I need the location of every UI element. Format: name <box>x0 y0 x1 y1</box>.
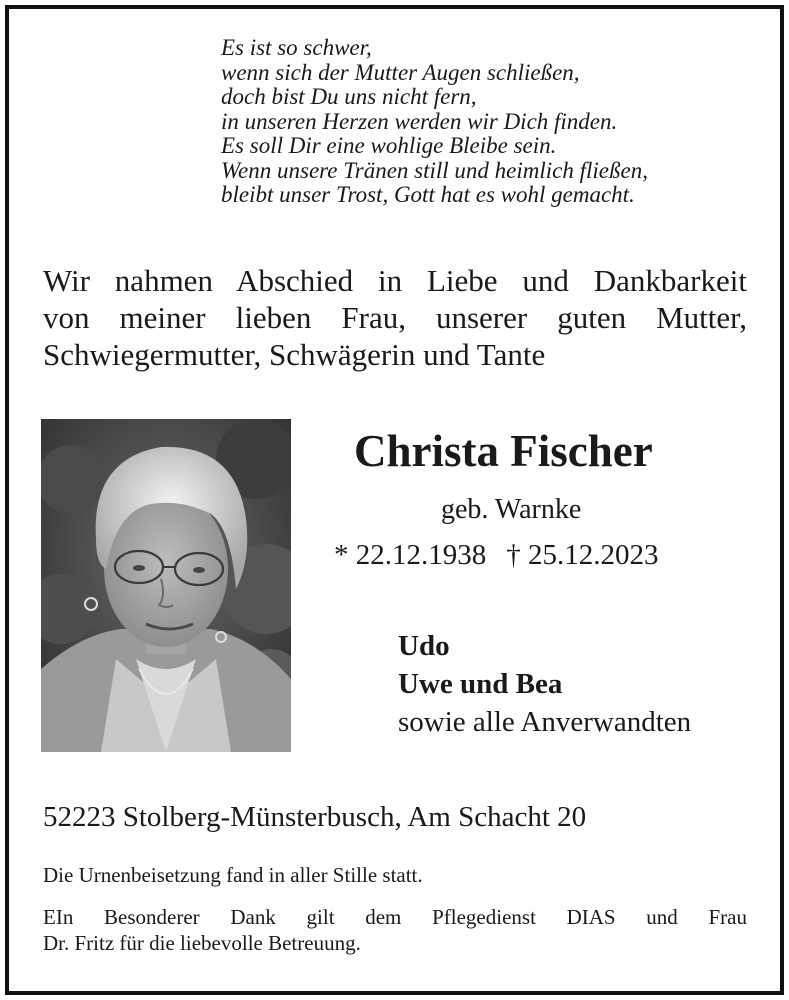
poem <box>221 36 648 208</box>
death-date: † 25.12.2023 <box>506 539 659 571</box>
mourner-relatives: sowie alle Anverwandten <box>398 706 692 738</box>
poem-line: wenn sich der Mutter Augen schließen, <box>221 59 580 85</box>
thanks-line: Dr. Fritz für die liebevolle Betreuung. <box>43 931 361 955</box>
portrait-photo <box>41 419 291 752</box>
poem-line: doch bist Du uns nicht fern, <box>221 84 477 109</box>
mourner-name: Udo <box>398 630 450 662</box>
poem-line: Es ist so schwer, <box>221 35 372 60</box>
farewell-line: von meiner lieben Frau, unserer guten Mutter, <box>43 300 747 335</box>
poem-line: in unseren Herzen werden wir Dich finden. <box>221 108 618 134</box>
mourners <box>398 627 691 741</box>
mourner-name: Uwe und Bea <box>398 668 563 700</box>
farewell-line: Schwiegermutter, Schwägerin und Tante <box>43 337 546 372</box>
farewell-line: Wir nahmen Abschied in Liebe und Dankbarkeit <box>43 263 747 298</box>
thanks-line: EIn Besonderer Dank gilt dem Pflegedienst DIAS und Frau <box>43 905 747 929</box>
birth-date: * 22.12.1938 <box>334 539 487 571</box>
poem-line: Wenn unsere Tränen still und heimlich fließen, <box>221 157 648 183</box>
farewell-text <box>43 262 747 373</box>
address: 52223 Stolberg-Münsterbusch, Am Schacht 20 <box>43 801 587 833</box>
life-dates <box>334 537 659 573</box>
deceased-name: Christa Fischer <box>354 426 653 476</box>
thanks-note <box>43 904 747 956</box>
poem-line: bleibt unser Trost, Gott hat es wohl gemacht. <box>221 182 635 207</box>
birth-name: geb. Warnke <box>441 494 582 525</box>
poem-line: Es soll Dir eine wohlige Bleibe sein. <box>221 133 557 158</box>
burial-note: Die Urnenbeisetzung fand in aller Stille statt. <box>43 863 423 887</box>
